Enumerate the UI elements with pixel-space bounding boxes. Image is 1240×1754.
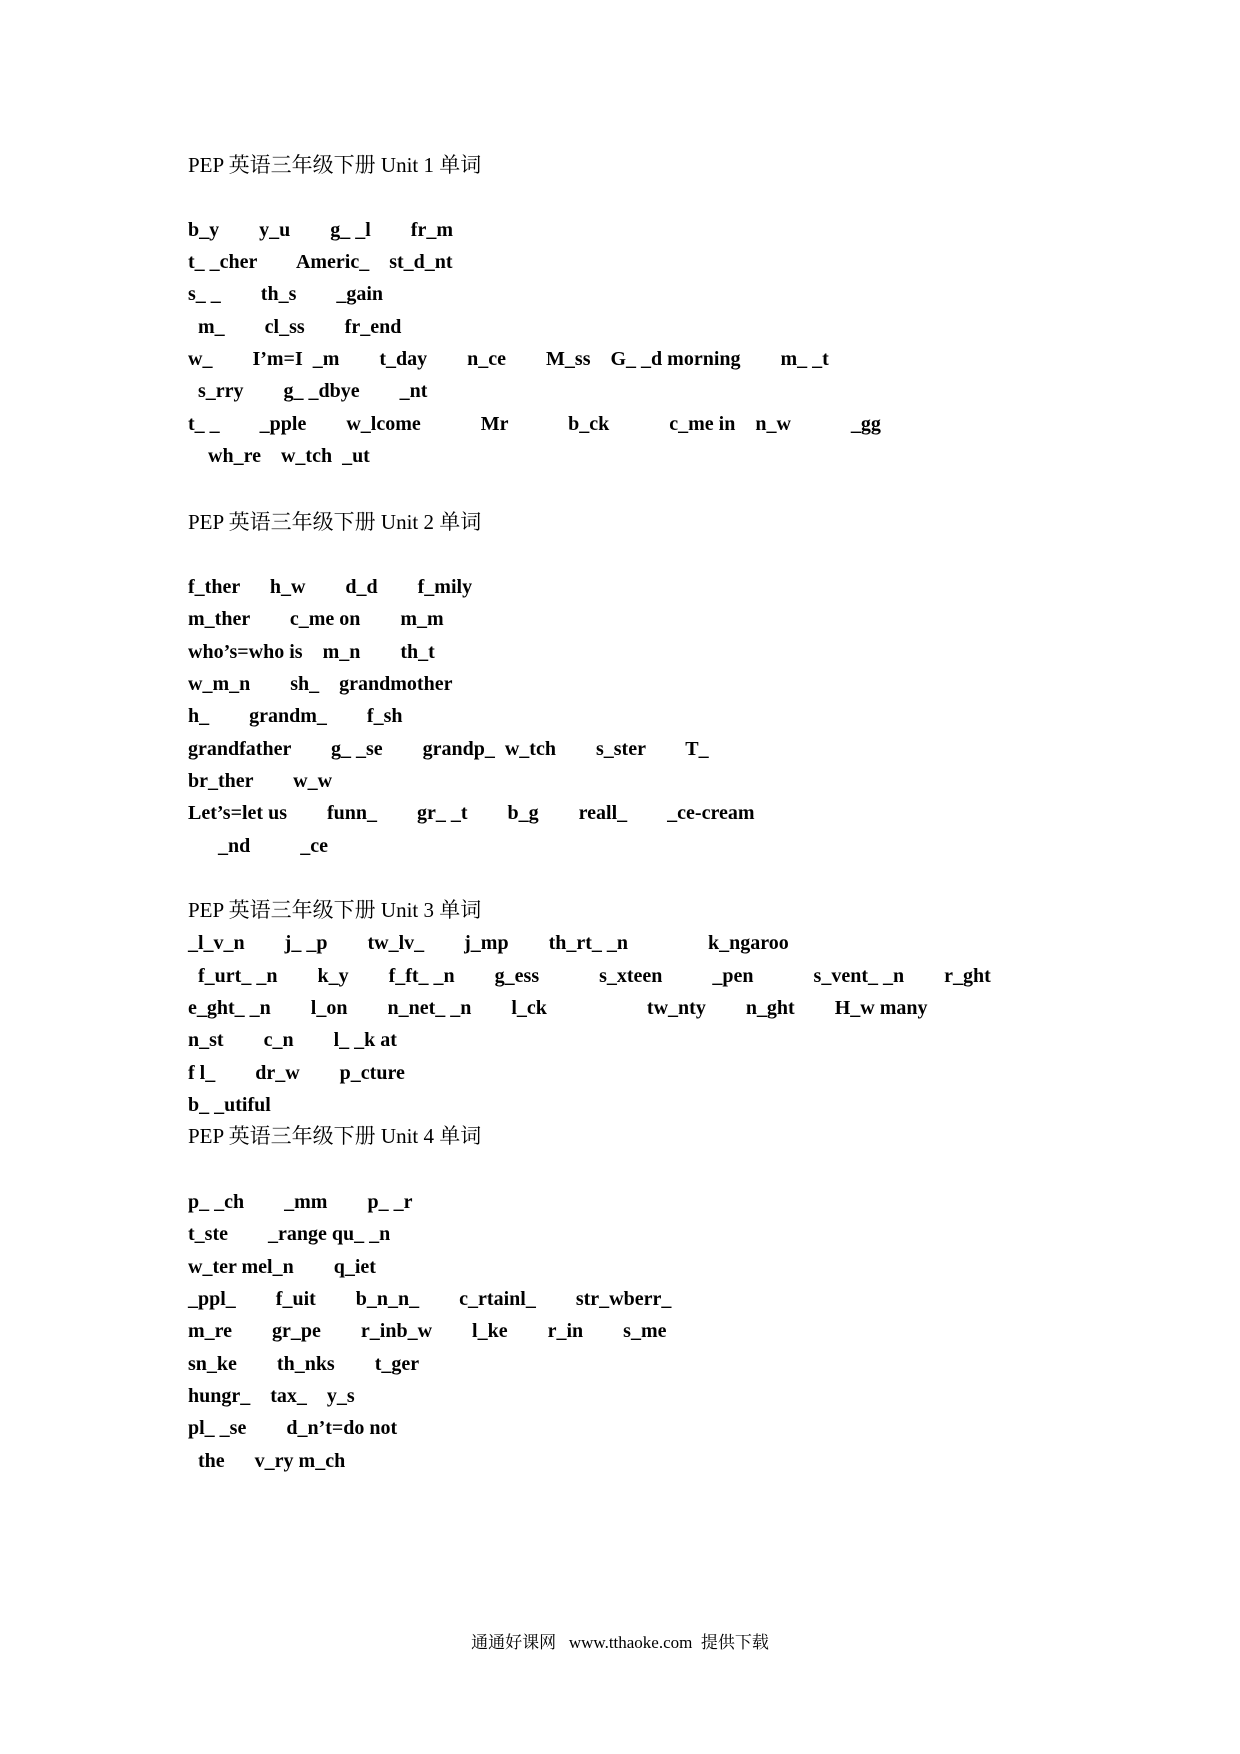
unit-4-line-3: w_ter mel_n q_iet: [188, 1256, 376, 1278]
unit-3-title: PEP 英语三年级下册 Unit 3 单词: [188, 898, 482, 922]
unit-1-line-8: wh_re w_tch _ut: [188, 445, 370, 467]
unit-4-line-4: _ppl_ f_uit b_n_n_ c_rtainl_ str_wberr_: [188, 1288, 672, 1310]
unit-3-line-1: _l_v_n j_ _p tw_lv_ j_mp th_rt_ _n k_ngaroo: [188, 932, 789, 954]
unit-4-line-9: the v_ry m_ch: [188, 1450, 346, 1472]
unit-2-line-3: who’s=who is m_n th_t: [188, 641, 435, 663]
unit-2-line-8: Let’s=let us funn_ gr_ _t b_g reall_ _ce-cream: [188, 802, 755, 824]
unit-4-line-6: sn_ke th_nks t_ger: [188, 1353, 420, 1375]
unit-2-line-2: m_ther c_me on m_m: [188, 608, 444, 630]
unit-4-line-8: pl_ _se d_n’t=do not: [188, 1417, 398, 1439]
unit-4-line-5: m_re gr_pe r_inb_w l_ke r_in s_me: [188, 1320, 667, 1342]
unit-2-line-5: h_ grandm_ f_sh: [188, 705, 403, 727]
unit-1-line-3: s_ _ th_s _gain: [188, 283, 384, 305]
unit-4-title: PEP 英语三年级下册 Unit 4 单词: [188, 1124, 482, 1148]
unit-1-line-7: t_ _ _pple w_lcome Mr b_ck c_me in n_w _gg: [188, 413, 881, 435]
footer-download-note: 通通好课网 www.tthaoke.com 提供下载: [471, 1633, 769, 1652]
unit-1-title: PEP 英语三年级下册 Unit 1 单词: [188, 153, 482, 177]
unit-1-line-6: s_rry g_ _dbye _nt: [188, 380, 428, 402]
unit-3-line-6: b_ _utiful: [188, 1094, 271, 1116]
unit-2-line-6: grandfather g_ _se grandp_ w_tch s_ster T_: [188, 738, 709, 760]
unit-3-line-4: n_st c_n l_ _k at: [188, 1029, 397, 1051]
unit-3-line-2: f_urt_ _n k_y f_ft_ _n g_ess s_xteen _pen s_vent_ _n r_ght: [188, 965, 991, 987]
unit-1-line-2: t_ _cher Americ_ st_d_nt: [188, 251, 453, 273]
unit-2-title: PEP 英语三年级下册 Unit 2 单词: [188, 510, 482, 534]
unit-2-line-7: br_ther w_w: [188, 770, 333, 792]
unit-4-line-7: hungr_ tax_ y_s: [188, 1385, 355, 1407]
unit-1-line-1: b_y y_u g_ _l fr_m: [188, 219, 453, 241]
unit-1-line-5: w_ I’m=I _m t_day n_ce M_ss G_ _d morning m_ _t: [188, 348, 829, 370]
unit-4-line-1: p_ _ch _mm p_ _r: [188, 1191, 413, 1213]
unit-4-line-2: t_ste _range qu_ _n: [188, 1223, 391, 1245]
unit-1-line-4: m_ cl_ss fr_end: [188, 316, 402, 338]
unit-2-line-1: f_ther h_w d_d f_mily: [188, 576, 473, 598]
unit-3-line-5: f l_ dr_w p_cture: [188, 1062, 405, 1084]
unit-2-line-9: _nd _ce: [188, 835, 328, 857]
unit-2-line-4: w_m_n sh_ grandmother: [188, 673, 453, 695]
unit-3-line-3: e_ght_ _n l_on n_net_ _n l_ck tw_nty n_ght H_w many: [188, 997, 928, 1019]
